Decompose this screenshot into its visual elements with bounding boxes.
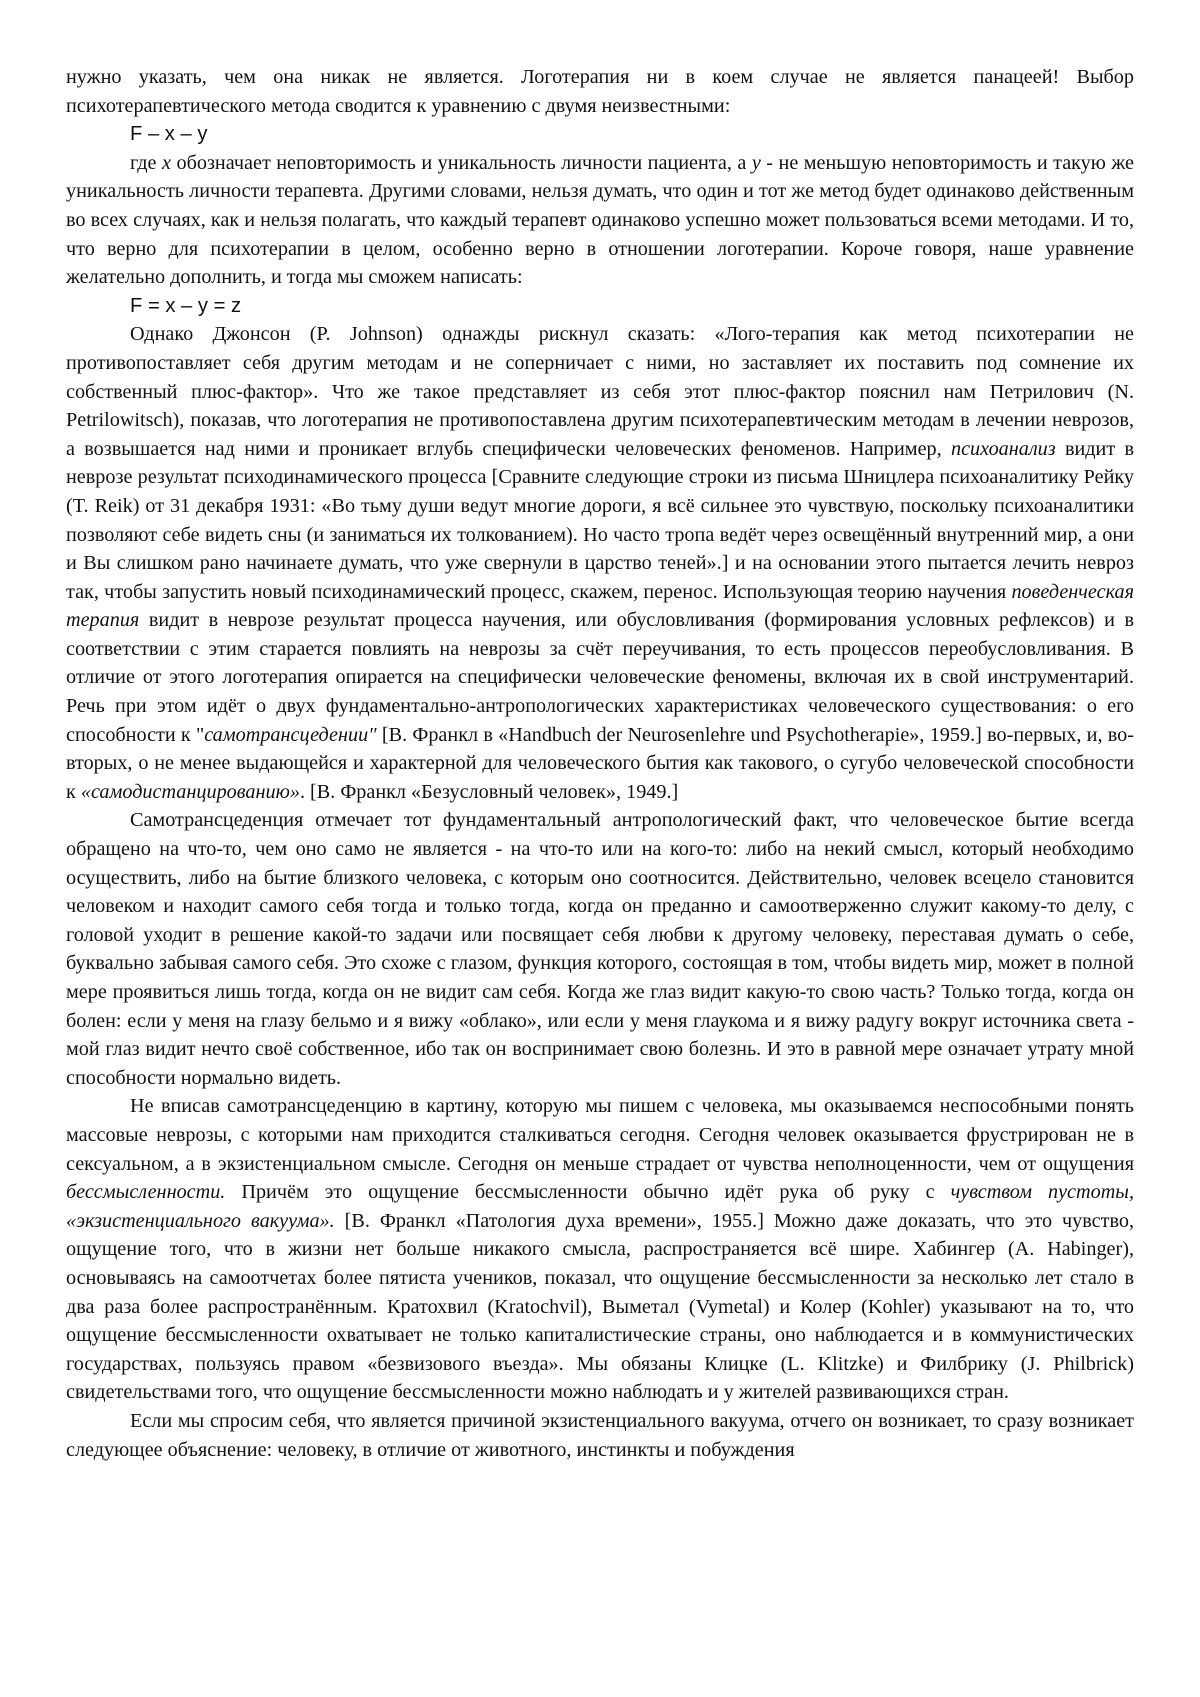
paragraph-self-transcendence: Самотрансцеденция отмечает тот фундаментальный антропологический факт, что человеческое бытие всегда обращено на что-то, чем оно само не является - на что-то или на кого-то: либо на некий смысл, который необходимо осуществить, либо на бытие близкого человека, с которым оно соотносится. Действительно, человек всецело становится человеком и находит самого себя тогда и только тогда, когда он преданно и самоотверженно служит какому-то делу, с головой уходит в решение какой-то задачи или посвящает себя любви к другому человеку, переставая думать о себе, буквально забывая самого себя. Это схоже с глазом, функция которого, состоящая в том, чтобы видеть мир, может в полной мере проявиться лишь тогда, когда он не видит сам себя. Когда же глаз видит какую-то свою часть? Только тогда, когда он болен: если у меня на глазу бельмо и я вижу «облако», или если у меня глаукома и я вижу радугу вокруг источника света - мой глаз видит нечто своё собственное, ибо так он воспринимает свою болезнь. И это в равной мере означает утрату мной способности нормально видеть.	[66, 806, 1134, 1092]
document-page	[0, 0, 1200, 1697]
emphasis-psychoanalysis: психоанализ	[951, 438, 1056, 460]
paragraph-mass-neuroses	[66, 1092, 1134, 1407]
text-span: . [В. Франкл «Безусловный человек», 1949.]	[300, 781, 678, 803]
text-span: Не вписав самотрансцеденцию в картину, которую мы пишем с человека, мы оказываемся неспособными понять массовые неврозы, с которыми нам приходится сталкиваться сегодня. Сегодня человек оказывается фрустрирован не в сексуальном, а в экзистенциальном смысле. Сегодня он меньше страдает от чувства неполноценности, чем от ощущения	[66, 1095, 1134, 1174]
formula-1: F – x – y	[66, 120, 1134, 149]
text-span: - не меньшую неповторимость и такую же уникальность личности терапевта. Другими словами, нельзя думать, что один и тот же метод будет одинаково действенным во всех случаях, как и нельзя полагать, что каждый терапевт одинаково успешно может пользоваться всеми методами. И то, что верно для психотерапии в целом, особенно верно в отношении логотерапии. Короче говоря, наше уравнение желательно дополнить, и тогда мы сможем написать:	[66, 152, 1134, 288]
emphasis-self-transcendence: самотрансцедении"	[204, 724, 376, 746]
variable-y: y	[752, 152, 761, 174]
text-span: Причём это ощущение бессмысленности обычно идёт рука об руку с	[225, 1181, 950, 1203]
variable-x: x	[162, 152, 171, 174]
text-span: [В. Франкл «Патология духа времени», 1955.] Можно даже доказать, что это чувство, ощущение того, что в жизни нет больше никакого смысла, распространяется всё шире. Хабингер (A. Habinger), основываясь на самоотчетах более пятиста учеников, показал, что ощущение бессмысленности за несколько лет стало в два раза более распространённым. Кратохвил (Kratochvil), Выметал (Vymetal) и Колер (Kohler) указывают на то, что ощущение бессмысленности охватывает не только капиталистические страны, оно наблюдается и в коммунистических государствах, пользуясь правом «безвизового въезда». Мы обязаны Клицке (L. Klitzke) и Филбрику (J. Philbrick) свидетельствами того, что ощущение бессмысленности можно наблюдать и у жителей развивающихся стран.	[66, 1210, 1134, 1404]
paragraph-intro: нужно указать, чем она никак не является. Логотерапия ни в коем случае не является панацеей! Выбор психотерапевтического метода сводится к уравнению с двумя неизвестными:	[66, 63, 1134, 120]
text-span: обозначает неповторимость и уникальность личности пациента, а	[171, 152, 752, 174]
emphasis-self-distancing: «самодистанцированию»	[81, 781, 300, 803]
emphasis-meaninglessness: бессмысленности.	[66, 1181, 225, 1203]
text-span: Однако Джонсон (P. Johnson) однажды рискнул сказать: «Лого-терапия как метод психотерапии не противопоставляет себя другим методам и не соперничает с ними, но заставляет их поставить под сомнение их собственный плюс-фактор». Что же такое представляет из себя этот плюс-фактор пояснил нам Петрилович (N. Petrilowitsch), показав, что логотерапия не противопоставлена другим психотерапевтическим методам в лечении неврозов, а возвышается над ними и проникает вглубь специфически человеческих феноменов. Например,	[66, 323, 1134, 459]
formula-2: F = x – y = z	[66, 292, 1134, 321]
emphasis-behavior-therapy: поведенческая терапия	[66, 581, 1134, 632]
text-span: [В. Франкл в «Handbuch der Neurosenlehre und Psychotherapie», 1959.] во-первых, и, во-вторых, о не менее выдающейся и характерной для человеческого бытия как такового, о сугубо человеческой способности к	[66, 724, 1134, 803]
text-span: где	[130, 152, 162, 174]
paragraph-variables	[66, 149, 1134, 292]
paragraph-cause: Если мы спросим себя, что является причиной экзистенциального вакуума, отчего он возникает, то сразу возникает следующее объяснение: человеку, в отличие от животного, инстинкты и побуждения	[66, 1407, 1134, 1464]
text-span: видит в неврозе результат психодинамического процесса [Сравните следующие строки из письма Шницлера психоаналитику Рейку (T. Reik) от 31 декабря 1931: «Во тьму души ведут многие дороги, я всё сильнее это чувствую, поскольку психоаналитики позволяют себе видеть сны (и заниматься их толкованием). Но часто тропа ведёт через освещённый внутренний мир, а они и Вы слишком рано начинаете думать, что уже свернули в царство теней».] и на основании этого пытается лечить невроз так, чтобы запустить новый психодинамический процесс, скажем, перенос. Использующая теорию научения	[66, 438, 1134, 603]
emphasis-existential-vacuum: чувством пустоты, «экзистенциального вакуума».	[66, 1181, 1134, 1232]
text-span: видит в неврозе результат процесса научения, или обусловливания (формирования условных рефлексов) и в соответствии с этим старается повлиять на неврозы за счёт переучивания, то есть процессов переобусловливания. В отличие от этого логотерапия опирается на специфически человеческие феномены, включая их в свой инструментарий. Речь при этом идёт о двух фундаментально-антропологических характеристиках человеческого существования: о его способности к "	[66, 609, 1134, 745]
paragraph-johnson	[66, 320, 1134, 806]
